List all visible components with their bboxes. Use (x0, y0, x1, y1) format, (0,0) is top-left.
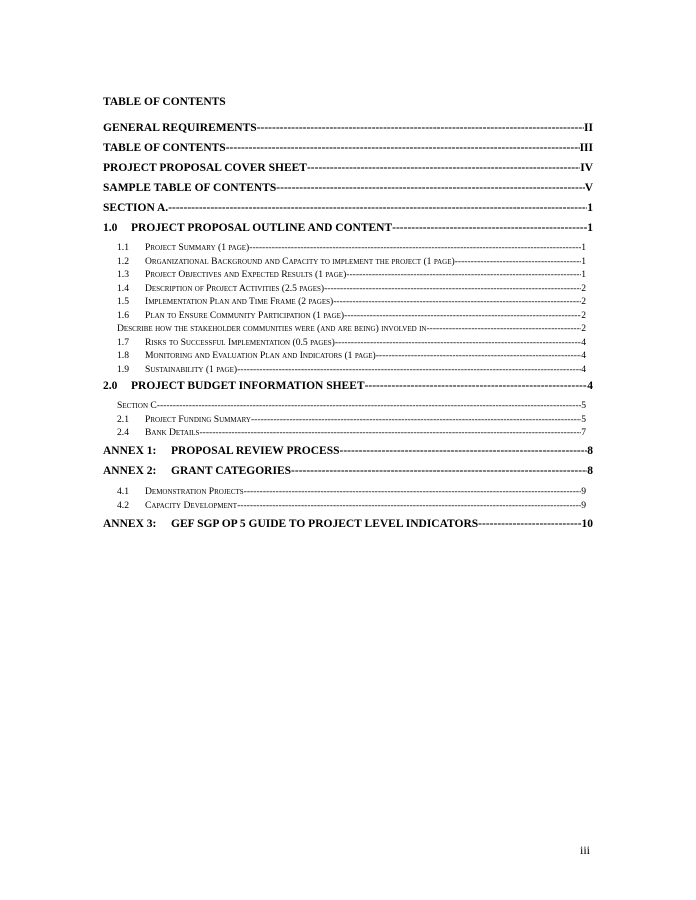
toc-entry-number: 2.0 (103, 380, 118, 392)
toc-entry-page: II (584, 122, 593, 134)
toc-entry-table-of-contents[interactable] (103, 142, 593, 154)
toc-entry-label: Capacity Development (145, 499, 238, 511)
toc-entry-page: 8 (587, 465, 593, 477)
toc-entry-label: Description of Project Activities (2.5 pages) (145, 282, 325, 294)
toc-entry-1-0[interactable] (103, 222, 593, 234)
toc-entry-label: Organizational Background and Capacity to implement the project (1 page) (145, 255, 455, 267)
toc-entry-page: 1 (581, 242, 586, 253)
dot-leader (344, 310, 581, 321)
toc-entry-label: GRANT CATEGORIES (171, 465, 292, 477)
toc-entry-number: 1.7 (117, 336, 129, 348)
toc-entry-page: III (579, 142, 593, 154)
toc-entry-page: 1 (587, 202, 593, 214)
dot-leader (226, 142, 580, 154)
toc-entry-page: 2 (581, 309, 586, 321)
toc-entry-label: GENERAL REQUIREMENTS (103, 122, 257, 134)
dot-leader (244, 486, 582, 497)
toc-entry-page: 4 (581, 350, 586, 361)
toc-entry-1-8[interactable] (117, 350, 586, 361)
dot-leader (324, 283, 581, 294)
toc-entry-label: PROJECT PROPOSAL COVER SHEET (103, 162, 307, 174)
toc-entry-label: SAMPLE TABLE OF CONTENTS (103, 182, 277, 194)
toc-entry-cover-sheet[interactable] (103, 162, 593, 174)
dot-leader (237, 364, 581, 375)
toc-entry-2-1[interactable] (117, 414, 586, 425)
toc-entry-label: Section C (117, 400, 157, 411)
toc-entry-label: Bank Details (145, 427, 200, 438)
toc-entry-page: V (584, 182, 593, 194)
toc-entry-annex-2[interactable] (103, 465, 593, 477)
toc-entry-page: 1 (587, 222, 593, 234)
dot-leader (333, 296, 581, 307)
toc-entry-label: PROJECT PROPOSAL OUTLINE AND CONTENT (131, 222, 393, 234)
dot-leader (168, 202, 587, 214)
toc-entry-label: Monitoring and Evaluation Plan and Indicators (1 page) (145, 350, 376, 361)
dot-leader (251, 414, 581, 425)
page-number: iii (580, 843, 591, 857)
toc-entry-2-4[interactable] (117, 427, 586, 438)
dot-leader (376, 350, 582, 361)
toc-entry-page: 5 (581, 413, 586, 425)
toc-entry-label: PROJECT BUDGET INFORMATION SHEET (131, 380, 365, 392)
toc-entry-page: 2 (581, 296, 586, 307)
dot-leader (199, 427, 581, 438)
toc-entry-label: Demonstration Projects (145, 486, 244, 497)
toc-entry-number: 1.4 (117, 282, 129, 294)
toc-entry-page: 4 (581, 363, 586, 375)
toc-entry-4-2[interactable] (117, 500, 586, 511)
toc-entry-label: TABLE OF CONTENTS (103, 142, 226, 154)
toc-entry-number: 4.1 (117, 486, 129, 497)
toc-entry-general-requirements[interactable] (103, 122, 593, 134)
dot-leader (426, 323, 581, 334)
dot-leader (307, 162, 580, 174)
dot-leader (340, 445, 588, 457)
toc-entry-number: 1.6 (117, 309, 129, 321)
toc-entry-label: SECTION A. (103, 202, 169, 214)
toc-entry-number: 1.8 (117, 350, 129, 361)
toc-entry-page: 2 (581, 323, 586, 334)
toc-entry-label: Describe how the stakeholder communities were (and are being) involved in (117, 323, 427, 334)
toc-entry-label: Project Objectives and Expected Results (1 page) (145, 269, 347, 280)
toc-entry-label: Sustainability (1 page) (145, 363, 238, 375)
toc-entry-1-3[interactable] (117, 269, 586, 280)
toc-entry-section-a[interactable] (103, 202, 593, 214)
toc-entry-annex-3[interactable] (103, 518, 593, 530)
dot-leader (291, 465, 587, 477)
toc-entry-sample-toc[interactable] (103, 182, 593, 194)
toc-entry-page: 8 (587, 445, 593, 457)
toc-entry-1-7[interactable] (117, 337, 586, 348)
dot-leader (478, 518, 581, 530)
toc-entry-number: ANNEX 2: (103, 465, 157, 477)
dot-leader (157, 400, 581, 411)
toc-entry-page: 2 (581, 282, 586, 294)
toc-entry-page: 1 (581, 269, 586, 280)
toc-entry-1-2[interactable] (117, 256, 586, 267)
toc-entry-number: ANNEX 1: (103, 445, 157, 457)
toc-entry-stakeholder-involvement[interactable] (117, 323, 586, 334)
toc-entry-number: 1.3 (117, 269, 129, 280)
toc-entry-page: 9 (581, 486, 586, 497)
toc-entry-number: 1.0 (103, 222, 118, 234)
toc-entry-number: 1.2 (117, 255, 129, 267)
dot-leader (249, 242, 581, 253)
toc-entry-page: 10 (581, 518, 593, 530)
toc-entry-2-0[interactable] (103, 380, 593, 392)
toc-entry-number: 1.5 (117, 296, 129, 307)
toc-entry-annex-1[interactable] (103, 445, 593, 457)
dot-leader (346, 269, 581, 280)
toc-entry-page: 1 (581, 255, 586, 267)
dot-leader (257, 122, 584, 134)
toc-entry-label: GEF SGP OP 5 GUIDE TO PROJECT LEVEL INDICATORS (171, 518, 479, 530)
dot-leader (276, 182, 584, 194)
toc-entry-label: PROPOSAL REVIEW PROCESS (171, 445, 340, 457)
toc-entry-1-4[interactable] (117, 283, 586, 294)
toc-entry-1-6[interactable] (117, 310, 586, 321)
toc-entry-section-c[interactable] (117, 400, 586, 411)
toc-entry-4-1[interactable] (117, 486, 586, 497)
dot-leader (455, 256, 582, 267)
toc-entry-number: 2.4 (117, 427, 129, 438)
toc-entry-label: Plan to Ensure Community Participation (1 page) (145, 309, 345, 321)
toc-entry-page: IV (580, 162, 593, 174)
toc-entry-page: 5 (581, 400, 586, 411)
toc-entry-page: 9 (581, 499, 586, 511)
toc-entry-number: 4.2 (117, 499, 129, 511)
toc-entry-1-1[interactable] (117, 242, 586, 253)
toc-entry-label: Risks to Successful Implementation (0.5 pages) (145, 336, 335, 348)
toc-entry-page: 4 (587, 380, 593, 392)
toc-entry-label: Project Funding Summary (145, 413, 251, 425)
toc-entry-page: 4 (581, 336, 586, 348)
toc-entry-number: 1.1 (117, 242, 129, 253)
dot-leader (335, 337, 581, 348)
toc-entry-number: 2.1 (117, 413, 129, 425)
toc-entry-label: Implementation Plan and Time Frame (2 pages) (145, 296, 334, 307)
toc-entry-1-9[interactable] (117, 364, 586, 375)
toc-entry-number: 1.9 (117, 363, 129, 375)
toc-entry-number: ANNEX 3: (103, 518, 157, 530)
toc-title: TABLE OF CONTENTS (103, 96, 226, 108)
dot-leader (365, 380, 588, 392)
dot-leader (392, 222, 587, 234)
dot-leader (237, 500, 581, 511)
toc-entry-label: Project Summary (1 page) (145, 242, 250, 253)
toc-entry-page: 7 (581, 427, 586, 438)
toc-entry-1-5[interactable] (117, 296, 586, 307)
